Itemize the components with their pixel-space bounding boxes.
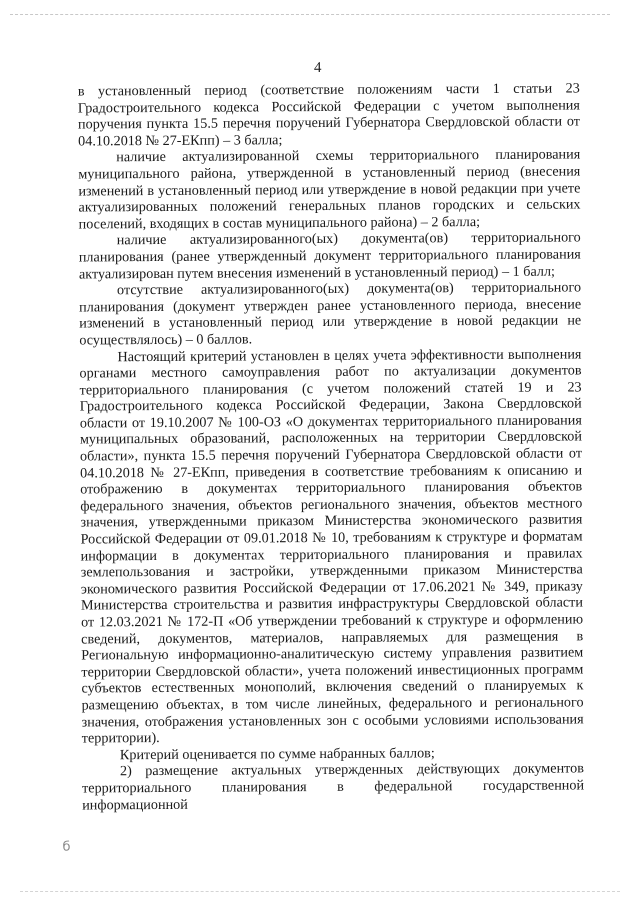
paragraph-criterion-purpose: Настоящий критерий установлен в целях учета эффективности выполнения органами местного самоуправления работ по актуализации документов территориального планирования (с учетом положений статей 19 и 23 Градостроительного кодекса Российской Федерации, Закона Свердловской области от 19.10.2007 № 100-ОЗ «О документах территориального планирования муниципальных образований, расположенных на территории Свердловской области», пункта 15.5 перечня поручений Губернатора Свердловской области от 04.10.2018 № 27-ЕКпп, приведения в соответствие требованиям к описанию и отображению в документах территориального планирования объектов федерального значения, объектов регионального значения, объектов местного значения, утвержденными приказом Министерства экономического развития Российской Федерации от 09.01.2018 № 10, требованиям к структуре и форматам информации в документах территориального планирования и правилах землепользования и застройки, утвержденными приказом Министерства экономического развития Российской Федерации от 17.06.2021 № 349, приказу Министерства строительства и развития инфраструктуры Свердловской области от 12.03.2021 № 172-П «Об утверждении требований к структуре и оформлению сведений, документов, материалов, направляемых для размещения в Региональную информационно-аналитическую систему управления развитием территории Свердловской области», учета положений инвестиционных программ субъектов естественных монополий, включения сведений о планируемых к размещению объектах, в том числе линейных, федерального и регионального значения, отображения установленных зон с особыми условиями использования территории). [79, 345, 584, 747]
page-number: 4 [313, 59, 322, 77]
scan-artifact-bottom [20, 891, 620, 892]
paragraph-continuation: в установленный период (соответствие положениям части 1 статьи 23 Градостроительного кодекса Российской Федерации с учетом выполнения поручения пункта 15.5 перечня поручений Губернатора Свердловской области от 04.10.2018 № 27-ЕКпп) – 3 балла; [77, 80, 581, 150]
paragraph-district-scheme: наличие актуализированной схемы территориального планирования муниципального района, утвержденной в установленный период (внесения изменений в установленный период или утверждение в новой редакции при учете актуализированных положений генеральных планов городских и сельских поселений, входящих в состав муниципального района) – 2 балла; [78, 146, 581, 233]
paragraph-item-2: 2) размещение актуальных утвержденных действующих документов территориального планирования в федеральной государственной информационной [82, 760, 585, 813]
document-body [78, 80, 584, 813]
margin-handwritten-mark: б [62, 839, 71, 855]
paragraph-scoring-note: Критерий оценивается по сумме набранных баллов; [119, 745, 435, 763]
paragraph-no-actualized-document: отсутствие актуализированного(ых) документа(ов) территориального планирования (документ утвержден ранее установленного периода, внесение изменений в установленный период или утверждение в новой редакции не осуществлялось) – 0 баллов. [79, 279, 582, 349]
paragraph-actualized-document: наличие актуализированного(ых) документа(ов) территориального планирования (ранее утвержденный документ территориального планирования актуализирован путем внесения изменений в установленный период) – 1 балл; [78, 229, 581, 283]
